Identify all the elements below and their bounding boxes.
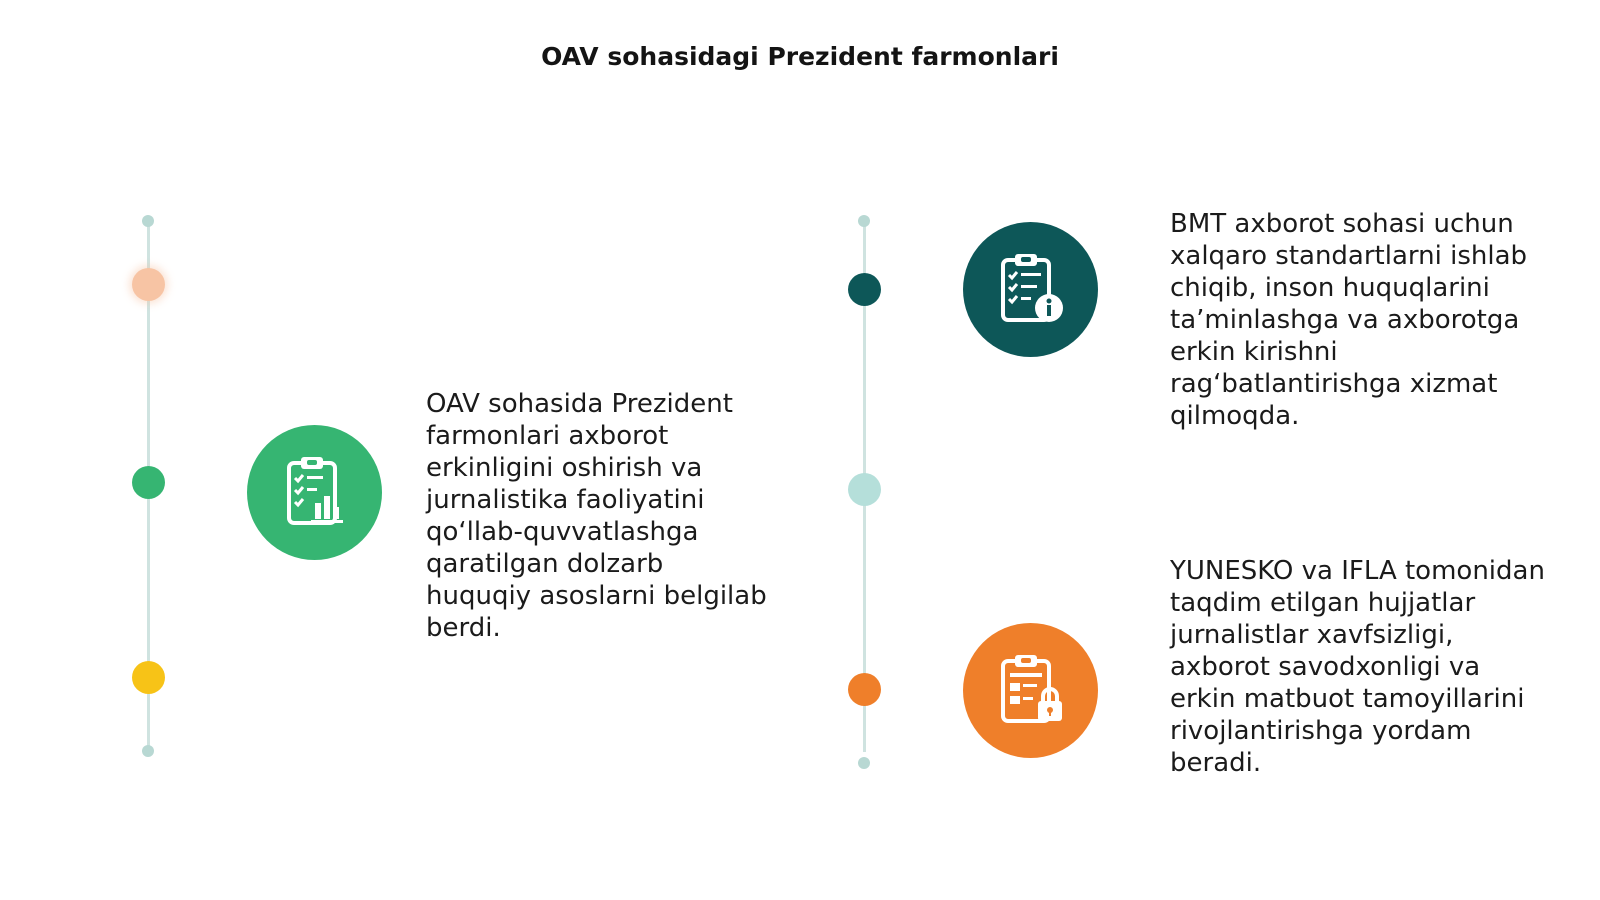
clipboard-info-icon [991,250,1071,330]
right-timeline-dark-teal-dot [848,273,881,306]
clipboard-lock-icon [991,651,1071,731]
left-timeline-peach-dot [132,268,165,301]
right-timeline-light-teal-dot [848,473,881,506]
clipboard-lock-icon-circle [963,623,1098,758]
page-title: OAV sohasidagi Prezident farmonlari [541,42,1059,71]
item-3-text: YUNESKO va IFLA tomonidan taqdim etilgan hujjatlar jurnalistlar xavfsizligi, axborot savodxonligi va erkin matbuot tamoyillarini rivojlantirishga yordam beradi. [1170,556,1545,778]
right-timeline-start-dot [858,215,870,227]
left-timeline-start-dot [142,215,154,227]
item-1-text: OAV sohasida Prezident farmonlari axborot erkinligini oshirish va jurnalistika faoliyatini qo‘llab-quvvatlashga qaratilgan dolzarb huquqiy asoslarni belgilab berdi. [426,389,767,643]
clipboard-chart-icon [275,453,355,533]
right-timeline-end-dot [858,757,870,769]
left-timeline-end-dot [142,745,154,757]
item-2-text: BMT axborot sohasi uchun xalqaro standartlarni ishlab chiqib, inson huquqlarini ta’minlashga va axborotga erkin kirishni rag‘batlantirishga xizmat qilmoqda. [1170,209,1528,431]
right-timeline-orange-dot [848,673,881,706]
clipboard-info-icon-circle [963,222,1098,357]
left-timeline-green-dot [132,466,165,499]
left-timeline-yellow-dot [132,661,165,694]
clipboard-chart-icon-circle [247,425,382,560]
